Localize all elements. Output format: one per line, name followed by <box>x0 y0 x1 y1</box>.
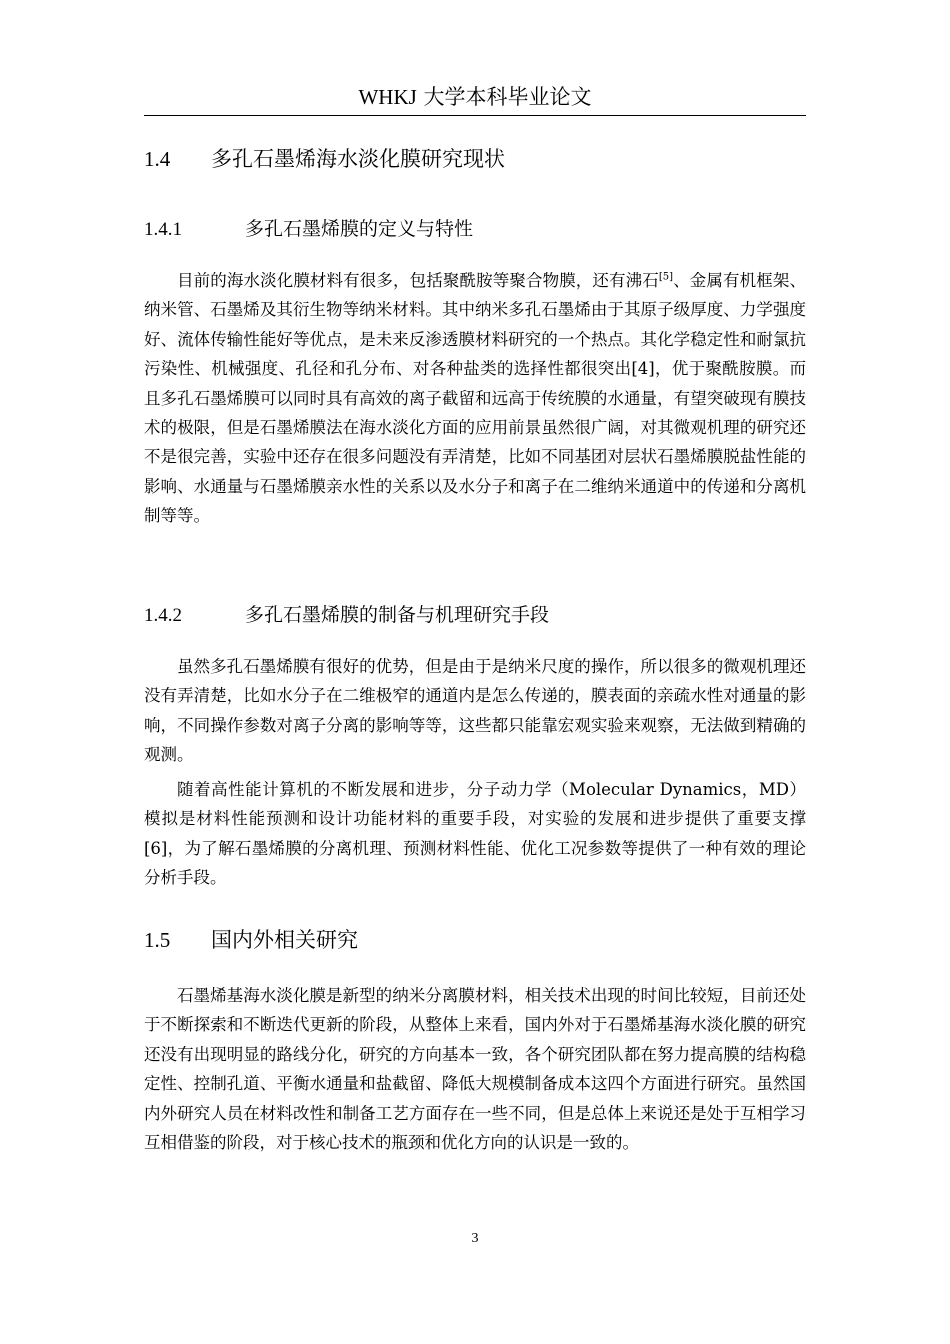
section-heading-1-5 <box>144 925 806 955</box>
page-number: 3 <box>471 1231 479 1246</box>
section-title: 多孔石墨烯海水淡化膜研究现状 <box>211 147 505 171</box>
section-title: 多孔石墨烯膜的制备与机理研究手段 <box>245 604 550 626</box>
paragraph-text: 目前的海水淡化膜材料有很多，包括聚酰胺等聚合物膜，还有沸石 <box>177 271 659 290</box>
section-number: 1.4.1 <box>144 219 182 240</box>
section-heading-1-4 <box>144 144 806 174</box>
section-number: 1.4.2 <box>144 605 182 626</box>
header-title: 大学本科毕业论文 <box>416 85 592 109</box>
section-title: 国内外相关研究 <box>211 928 358 952</box>
paragraph-methods: 虽然多孔石墨烯膜有很好的优势，但是由于是纳米尺度的操作，所以很多的微观机理还没有弄清楚，比如水分子在二维极窄的通道内是怎么传递的，膜表面的亲疏水性对通量的影响，不同操作参数对离子分离的影响等等，这些都只能靠宏观实验来观察，无法做到精确的观测。 <box>144 657 806 765</box>
header-rule <box>144 115 806 116</box>
section-title: 多孔石墨烯膜的定义与特性 <box>245 218 474 240</box>
citation-ref: [5] <box>658 271 674 283</box>
header-latin: WHKJ <box>358 85 417 109</box>
paragraph-related-research: 石墨烯基海水淡化膜是新型的纳米分离膜材料，相关技术出现的时间比较短，目前还处于不断探索和不断迭代更新的阶段，从整体上来看，国内外对于石墨烯基海水淡化膜的研究还没有出现明显的路线分化，研究的方向基本一致，各个研究团队都在努力提高膜的结构稳定性、控制孔道、平衡水通量和盐截留、降低大规模制备成本这四个方面进行研究。虽然国内外研究人员在材料改性和制备工艺方面存在一些不同，但是总体上来说还是处于互相学习互相借鉴的阶段，对于核心技术的瓶颈和优化方向的认识是一致的。 <box>144 986 806 1153</box>
section-number: 1.5 <box>144 928 171 952</box>
section-number: 1.4 <box>144 147 171 171</box>
paragraph-text: 、金属有机框架、纳米管、石墨烯及其衍生物等纳米材料。其中纳米多孔石墨烯由于其原子级厚度、力学强度好、流体传输性能好等优点，是未来反渗透膜材料研究的一个热点。其化学稳定性和耐氯抗污染性、机械强度、孔径和孔分布、对各种盐类的选择性都很突出[4]，优于聚酰胺膜。而且多孔石墨烯膜可以同时具有高效的离子截留和远高于传统膜的水通量，有望突破现有膜技术的极限，但是石墨烯膜法在海水淡化方面的应用前景虽然很广阔，对其微观机理的研究还不是很完善，实验中还存在很多问题没有弄清楚，比如不同基团对层状石墨烯膜脱盐性能的影响、水通量与石墨烯膜亲水性的关系以及水分子和离子在二维纳米通道中的传递和分离机制等等。 <box>144 271 807 526</box>
paragraph-molecular-dynamics: 随着高性能计算机的不断发展和进步，分子动力学（Molecular Dynamics，MD）模拟是材料性能预测和设计功能材料的重要手段，对实验的发展和进步提供了重要支撑[6]，为了解石墨烯膜的分离机理、预测材料性能、优化工况参数等提供了一种有效的理论分析手段。 <box>144 780 806 888</box>
paragraph-definition <box>144 266 806 531</box>
page-header <box>144 80 806 114</box>
section-heading-1-4-2 <box>144 601 806 630</box>
section-heading-1-4-1 <box>144 215 806 244</box>
